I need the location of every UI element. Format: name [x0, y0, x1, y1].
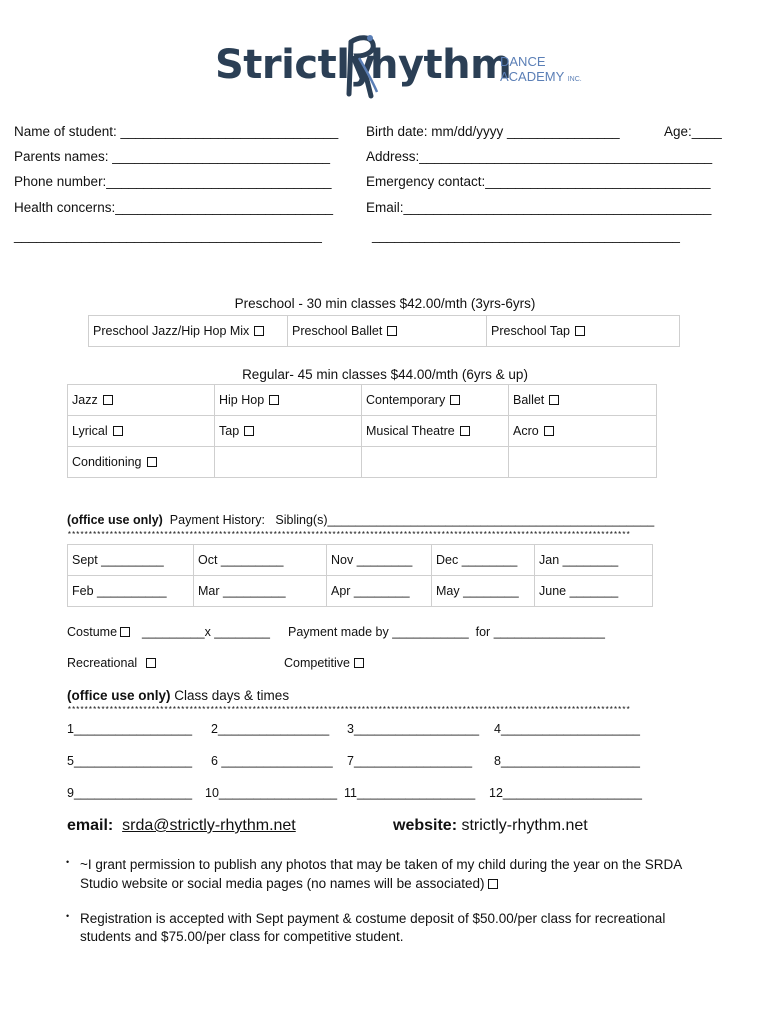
checkbox-icon[interactable]: [488, 879, 498, 889]
costume-quantity-field[interactable]: _________x ________: [142, 625, 270, 639]
stars-divider: **************************************************************************************************************************************: [67, 706, 630, 715]
checkbox-icon[interactable]: [103, 395, 113, 405]
regular-class-contemporary[interactable]: [362, 385, 509, 416]
regular-class-jazz[interactable]: [68, 385, 215, 416]
checkbox-icon[interactable]: [269, 395, 279, 405]
class-label: Hip Hop: [219, 393, 265, 407]
month-nov[interactable]: Nov ________: [327, 545, 432, 576]
website-label: website:: [393, 817, 458, 834]
payment-months-table: [67, 544, 653, 607]
empty-cell: [215, 447, 362, 478]
class-day-1[interactable]: 1_________________: [67, 722, 193, 736]
stars-divider: **************************************************************************************************************************************: [67, 531, 630, 540]
class-day-8[interactable]: 8____________________: [494, 754, 640, 768]
checkbox-icon[interactable]: [354, 658, 364, 668]
photo-permission-line1: ~I grant permission to publish any photos that may be taken of my child during the year on the SRDA: [80, 857, 683, 872]
month-feb[interactable]: Feb __________: [68, 576, 194, 607]
class-label: Musical Theatre: [366, 424, 455, 438]
payment-history-line: [67, 513, 654, 527]
class-label: Acro: [513, 424, 539, 438]
office-use-label: (office use only): [67, 513, 163, 527]
class-label: Preschool Ballet: [292, 324, 383, 338]
month-apr[interactable]: Apr ________: [327, 576, 432, 607]
class-label: Preschool Tap: [491, 324, 570, 338]
emergency-contact-field[interactable]: Emergency contact:______________________________: [366, 174, 711, 189]
registration-note-line2: students and $75.00/per class for competitive student.: [80, 929, 404, 944]
preschool-classes-table: [88, 315, 680, 347]
email-label: email:: [67, 817, 114, 834]
costume-option[interactable]: [67, 625, 130, 639]
regular-classes-table: [67, 384, 657, 478]
regular-class-acro[interactable]: [509, 416, 657, 447]
recreational-option[interactable]: [67, 656, 156, 670]
email-link[interactable]: srda@strictly-rhythm.net: [122, 817, 296, 834]
checkbox-icon[interactable]: [387, 326, 397, 336]
checkbox-icon[interactable]: [544, 426, 554, 436]
regular-class-conditioning[interactable]: [68, 447, 215, 478]
month-june[interactable]: June _______: [535, 576, 653, 607]
costume-label: Costume: [67, 625, 118, 639]
month-oct[interactable]: Oct _________: [194, 545, 327, 576]
office-use-label: (office use only): [67, 688, 171, 703]
recreational-label: Recreational: [67, 656, 138, 670]
photo-permission-line2: [80, 876, 498, 891]
class-day-4[interactable]: 4____________________: [494, 722, 640, 736]
class-days-label: Class days & times: [174, 688, 290, 703]
checkbox-icon[interactable]: [113, 426, 123, 436]
logo-word-hythm: hythm: [370, 42, 512, 88]
registration-note-line1: Registration is accepted with Sept payment & costume deposit of $50.00/per class for recreational: [80, 911, 666, 926]
month-mar[interactable]: Mar _________: [194, 576, 327, 607]
logo-line-dance: DANCE: [500, 54, 546, 69]
class-day-11[interactable]: 11_________________: [344, 786, 476, 800]
class-day-7[interactable]: 7_________________: [347, 754, 473, 768]
checkbox-icon[interactable]: [147, 457, 157, 467]
month-dec[interactable]: Dec ________: [432, 545, 535, 576]
preschool-class-tap[interactable]: [487, 316, 680, 347]
extra-line-right[interactable]: _________________________________________: [372, 228, 680, 243]
bullet: •: [66, 857, 70, 867]
class-label: Tap: [219, 424, 240, 438]
class-label: Jazz: [72, 393, 98, 407]
competitive-option[interactable]: [284, 656, 364, 670]
birth-date-field[interactable]: Birth date: mm/dd/yyyy _______________: [366, 124, 620, 139]
class-label: Ballet: [513, 393, 545, 407]
website-link[interactable]: strictly-rhythm.net: [461, 817, 588, 834]
logo-dance-academy: [500, 54, 582, 87]
payment-history-label[interactable]: Payment History: Sibling(s)_______________________________________________: [169, 513, 655, 527]
month-may[interactable]: May ________: [432, 576, 535, 607]
checkbox-icon[interactable]: [549, 395, 559, 405]
logo-word-strictly: Strictly: [215, 42, 375, 88]
class-day-2[interactable]: 2________________: [211, 722, 330, 736]
bullet: •: [66, 911, 70, 921]
regular-class-hiphop[interactable]: [215, 385, 362, 416]
regular-class-ballet[interactable]: [509, 385, 657, 416]
checkbox-icon[interactable]: [120, 627, 130, 637]
photo-permission-text: Studio website or social media pages (no names will be associated): [80, 876, 485, 891]
academy-logo: [215, 38, 605, 104]
class-day-9[interactable]: 9_________________: [67, 786, 193, 800]
regular-heading: Regular- 45 min classes $44.00/mth (6yrs & up): [242, 367, 528, 382]
month-jan[interactable]: Jan ________: [535, 545, 653, 576]
class-label: Lyrical: [72, 424, 108, 438]
phone-number-field[interactable]: Phone number:______________________________: [14, 174, 332, 189]
checkbox-icon[interactable]: [460, 426, 470, 436]
preschool-class-jazz-hiphop[interactable]: [89, 316, 288, 347]
class-label: Preschool Jazz/Hip Hop Mix: [93, 324, 250, 338]
class-day-12[interactable]: 12____________________: [489, 786, 642, 800]
month-sept[interactable]: Sept _________: [68, 545, 194, 576]
health-concerns-field[interactable]: Health concerns:_____________________________: [14, 200, 334, 215]
regular-class-musical-theatre[interactable]: [362, 416, 509, 447]
email-field[interactable]: Email:_________________________________________: [366, 200, 712, 215]
class-day-10[interactable]: 10_________________: [205, 786, 338, 800]
class-days-heading: [67, 688, 289, 703]
class-label: Conditioning: [72, 455, 142, 469]
class-label: Contemporary: [366, 393, 446, 407]
parents-names-field[interactable]: Parents names: _____________________________: [14, 149, 331, 164]
checkbox-icon[interactable]: [575, 326, 585, 336]
regular-class-tap[interactable]: [215, 416, 362, 447]
checkbox-icon[interactable]: [254, 326, 264, 336]
address-field[interactable]: Address:_______________________________________: [366, 149, 713, 164]
checkbox-icon[interactable]: [146, 658, 156, 668]
preschool-heading: Preschool - 30 min classes $42.00/mth (3yrs-6yrs): [234, 296, 536, 311]
checkbox-icon[interactable]: [244, 426, 254, 436]
class-day-5[interactable]: 5_________________: [67, 754, 193, 768]
contact-website: [393, 817, 588, 835]
payment-made-by-field[interactable]: Payment made by ___________ for ________________: [288, 625, 605, 639]
regular-class-lyrical[interactable]: [68, 416, 215, 447]
logo-inc: INC.: [567, 76, 582, 83]
class-day-6[interactable]: 6 ________________: [211, 754, 333, 768]
competitive-label: Competitive: [284, 656, 350, 670]
checkbox-icon[interactable]: [450, 395, 460, 405]
preschool-class-ballet[interactable]: [288, 316, 487, 347]
age-field[interactable]: Age:____: [664, 124, 722, 139]
class-day-3[interactable]: 3__________________: [347, 722, 480, 736]
extra-line-left[interactable]: _________________________________________: [14, 228, 322, 243]
contact-email: [67, 817, 296, 835]
student-name-field[interactable]: Name of student: _____________________________: [14, 124, 339, 139]
empty-cell: [362, 447, 509, 478]
empty-cell: [509, 447, 657, 478]
logo-line-academy: ACADEMY: [500, 69, 565, 84]
